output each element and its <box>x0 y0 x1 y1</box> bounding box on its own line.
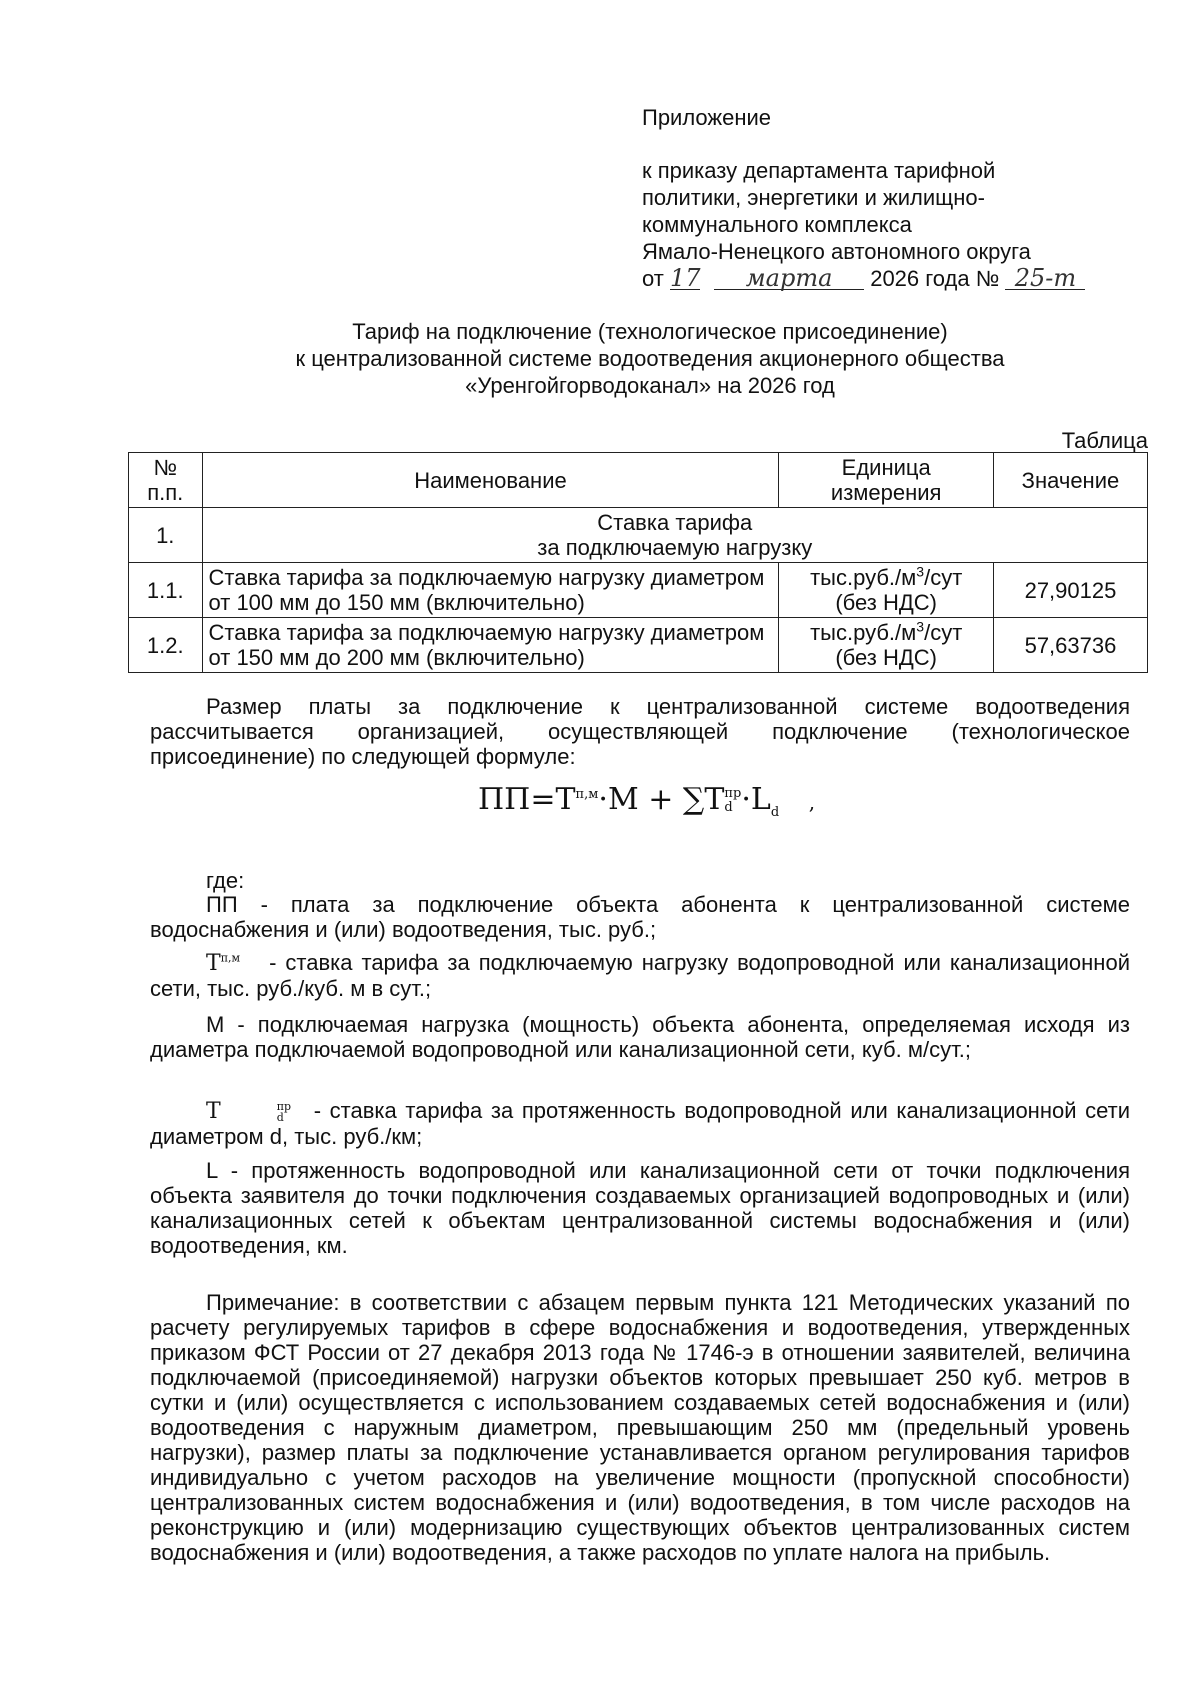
definition-td <box>150 1098 1130 1149</box>
symbol-t-pm: $T^{п,м}$ <box>206 951 241 976</box>
row-number: 1.2. <box>129 618 203 673</box>
definition-m: М - подключаемая нагрузка (мощность) объекта абонента, определяемая исходя из диаметра подключаемой водопроводной или канализационной сети, куб. м/сут.; <box>150 1012 1130 1062</box>
header-value: Значение <box>993 453 1147 508</box>
formula-lhs: ПП <box>478 782 531 817</box>
date-suffix: 2026 года № <box>870 266 1000 291</box>
table-row <box>129 563 1148 618</box>
row-unit <box>779 618 993 673</box>
symbol-t-d: T пр d <box>206 1099 292 1124</box>
section-title-line: Ставка тарифа <box>597 510 753 535</box>
definition-t <box>150 950 1130 1001</box>
intro-paragraph: Размер платы за подключение к централизованной системе водоотведения рассчитывается организацией, осуществляющей подключение (технологическое присоединение) по следующей формуле: <box>150 694 1130 769</box>
order-number-handwritten: 25-т <box>1005 267 1085 290</box>
appendix-line: к приказу департамента тарифной <box>642 158 996 183</box>
header-number: № п.п. <box>129 453 203 508</box>
title-line: к централизованной системе водоотведения акционерного общества <box>295 346 1005 371</box>
formula-t2-sub: d <box>724 800 733 815</box>
appendix-line: коммунального комплекса <box>642 212 912 237</box>
definition-l: L - протяженность водопроводной или канализационной сети от точки подключения объекта заявителя до точки подключения создаваемых организацией водопроводных и (или) канализационных сетей к объектам централизованной системы водоснабжения и (или) водоотведения, км. <box>150 1158 1130 1258</box>
unit-note: (без НДС) <box>835 590 937 615</box>
section-title <box>202 508 1148 563</box>
unit-tail: /сут <box>924 565 963 590</box>
appendix-title: Приложение <box>642 105 772 130</box>
payment-formula <box>478 782 815 820</box>
table-label: Таблица <box>1061 428 1148 453</box>
unit-tail: /сут <box>924 620 963 645</box>
appendix-line: политики, энергетики и жилищно- <box>642 185 985 210</box>
formula-t2-indices <box>724 787 741 815</box>
formula-t-sup: п,м <box>575 787 599 802</box>
formula-comma: , <box>808 790 816 814</box>
header-name: Наименование <box>202 453 779 508</box>
formula-l: ·L <box>741 782 771 817</box>
date-month-handwritten: марта <box>714 267 864 290</box>
appendix-header <box>642 104 1122 292</box>
where-label: где: <box>206 868 245 893</box>
unit-sup: 3 <box>916 618 925 635</box>
title-line: «Уренгойгорводоканал» на 2026 год <box>465 373 835 398</box>
table-header-row <box>129 453 1148 508</box>
date-prefix: от <box>642 266 664 291</box>
unit-main: тыс.руб./м <box>810 565 917 590</box>
date-day-handwritten: 17 <box>669 264 701 292</box>
formula-m: ·M <box>598 782 639 817</box>
unit-note: (без НДС) <box>835 645 937 670</box>
formula-l-sub: d <box>770 805 780 820</box>
appendix-line: Ямало-Ненецкого автономного округа <box>642 239 1031 264</box>
row-value: 57,63736 <box>993 618 1147 673</box>
header-unit: Единица измерения <box>779 453 993 508</box>
formula-eq: = <box>530 782 556 817</box>
table-row <box>129 618 1148 673</box>
formula-t: T <box>555 782 576 817</box>
row-name: Ставка тарифа за подключаемую нагрузку диаметром от 100 мм до 150 мм (включительно) <box>202 563 779 618</box>
unit-sup: 3 <box>916 563 925 580</box>
row-unit <box>779 563 993 618</box>
row-value: 27,90125 <box>993 563 1147 618</box>
tariff-table <box>128 452 1148 673</box>
section-title-line: за подключаемую нагрузку <box>537 535 813 560</box>
formula-t2-sup: пр <box>724 786 742 801</box>
table-section-row <box>129 508 1148 563</box>
formula-sum-icon: ∑ <box>682 782 705 817</box>
unit-main: тыс.руб./м <box>810 620 917 645</box>
definition-pp: ПП - плата за подключение объекта абонента к централизованной системе водоснабжения и (или) водоотведения, тыс. руб.; <box>150 892 1130 942</box>
document-title <box>170 318 1130 399</box>
section-number: 1. <box>129 508 203 563</box>
definition-td-text: - ставка тарифа за протяженность водопроводной или канализационной сети диаметром d, тыс. руб./км; <box>150 1098 1130 1149</box>
formula-plus: + <box>648 782 674 817</box>
row-number: 1.1. <box>129 563 203 618</box>
row-name: Ставка тарифа за подключаемую нагрузку диаметром от 150 мм до 200 мм (включительно) <box>202 618 779 673</box>
note-paragraph: Примечание: в соответствии с абзацем первым пункта 121 Методических указаний по расчету регулируемых тарифов в сфере водоснабжения и водоотведения, утвержденных приказом ФСТ России от 27 декабря 2013 года № 1746-э в отношении заявителей, величина подключаемой (присоединяемой) нагрузки объектов которых превышает 250 куб. метров в сутки и (или) осуществляется с использованием создаваемых сетей водоснабжения и (или) водоотведения с наружным диаметром, превышающим 250 мм (предельный уровень нагрузки), размер платы за подключение устанавливается органом регулирования тарифов индивидуально с учетом расходов на увеличение мощности (пропускной способности) централизованных систем водоснабжения и (или) водоотведения, в том числе расходов на реконструкцию и (или) модернизацию существующих объектов централизованных систем водоснабжения и (или) водоотведения, а также расходов по уплате налога на прибыль. <box>150 1290 1130 1565</box>
order-date-line <box>642 265 1122 292</box>
formula-t2: T <box>704 782 725 817</box>
title-line: Тариф на подключение (технологическое присоединение) <box>352 319 948 344</box>
definition-t-text: - ставка тарифа за подключаемую нагрузку водопроводной или канализационной сети, тыс. руб./куб. м в сут.; <box>150 950 1130 1001</box>
